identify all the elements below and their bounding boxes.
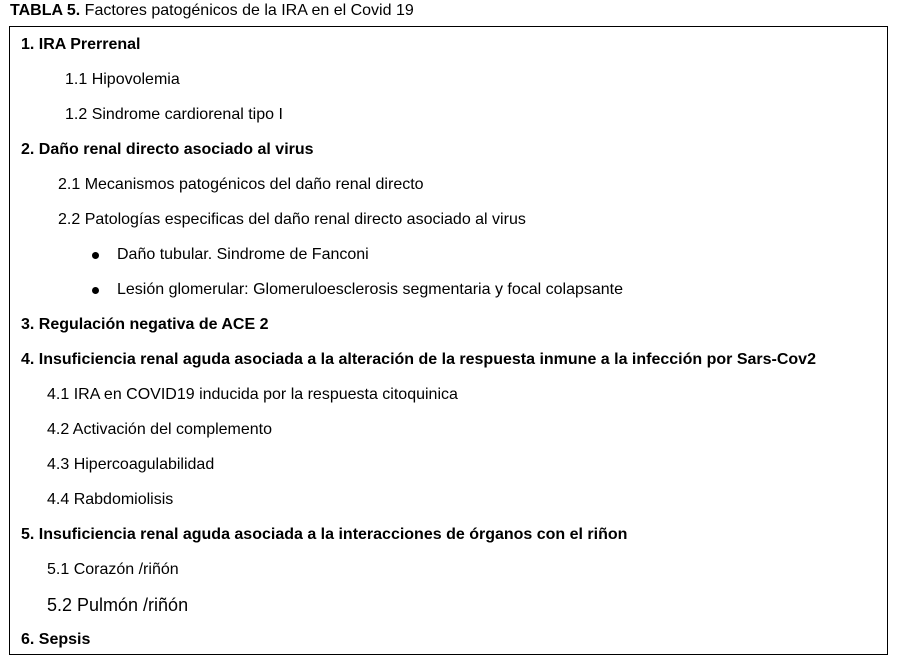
factors-table: [9, 26, 888, 655]
section-dano-renal-directo: [21, 140, 314, 160]
item-corazon-rinon: [47, 560, 179, 580]
caption-label: TABLA 5.: [10, 2, 81, 19]
section-sepsis: [21, 630, 90, 650]
section-regulacion-ace2: [21, 315, 268, 335]
item-hipovolemia: [65, 70, 180, 90]
item-label: 2.1 Mecanismos patogénicos del daño renal directo: [58, 176, 424, 193]
bullet-dano-tubular: [92, 245, 369, 265]
item-label: 2.2 Patologías especificas del daño renal directo asociado al virus: [58, 211, 526, 228]
item-sindrome-cardiorenal: [65, 105, 283, 125]
item-pulmon-rinon: [47, 594, 188, 616]
item-label: 1.2 Sindrome cardiorenal tipo I: [65, 106, 283, 123]
section-label: 4. Insuficiencia renal aguda asociada a la alteración de la respuesta inmune a la infección por Sars-Cov2: [21, 351, 816, 368]
section-label: 6. Sepsis: [21, 631, 91, 648]
section-respuesta-inmune: [21, 350, 816, 370]
bullet-icon: [92, 287, 99, 294]
section-ira-prerrenal: [21, 35, 140, 55]
item-patologias-especificas: [58, 210, 526, 230]
bullet-label: Daño tubular. Sindrome de Fanconi: [117, 246, 369, 263]
item-label: 5.2 Pulmón /riñón: [47, 595, 189, 615]
bullet-icon: [92, 252, 99, 259]
caption-text: Factores patogénicos de la IRA en el Covid 19: [80, 2, 414, 19]
item-label: 1.1 Hipovolemia: [65, 71, 180, 88]
bullet-lesion-glomerular: [92, 280, 623, 300]
item-activacion-complemento: [47, 420, 272, 440]
item-rabdomiolisis: [47, 490, 173, 510]
item-hipercoagulabilidad: [47, 455, 214, 475]
section-label: 5. Insuficiencia renal aguda asociada a la interacciones de órganos con el riñon: [21, 526, 628, 543]
item-mecanismos-patogenicos: [58, 175, 424, 195]
bullet-label: Lesión glomerular: Glomeruloesclerosis segmentaria y focal colapsante: [117, 281, 624, 298]
section-label: 3. Regulación negativa de ACE 2: [21, 316, 269, 333]
section-label: 1. IRA Prerrenal: [21, 36, 141, 53]
item-label: 4.4 Rabdomiolisis: [47, 491, 174, 508]
item-label: 4.3 Hipercoagulabilidad: [47, 456, 215, 473]
item-label: 4.1 IRA en COVID19 inducida por la respuesta citoquinica: [47, 386, 458, 403]
section-label: 2. Daño renal directo asociado al virus: [21, 141, 314, 158]
table-caption: [10, 1, 414, 21]
item-label: 5.1 Corazón /riñón: [47, 561, 179, 578]
item-respuesta-citoquinica: [47, 385, 458, 405]
item-label: 4.2 Activación del complemento: [47, 421, 273, 438]
section-interacciones-organos: [21, 525, 627, 545]
